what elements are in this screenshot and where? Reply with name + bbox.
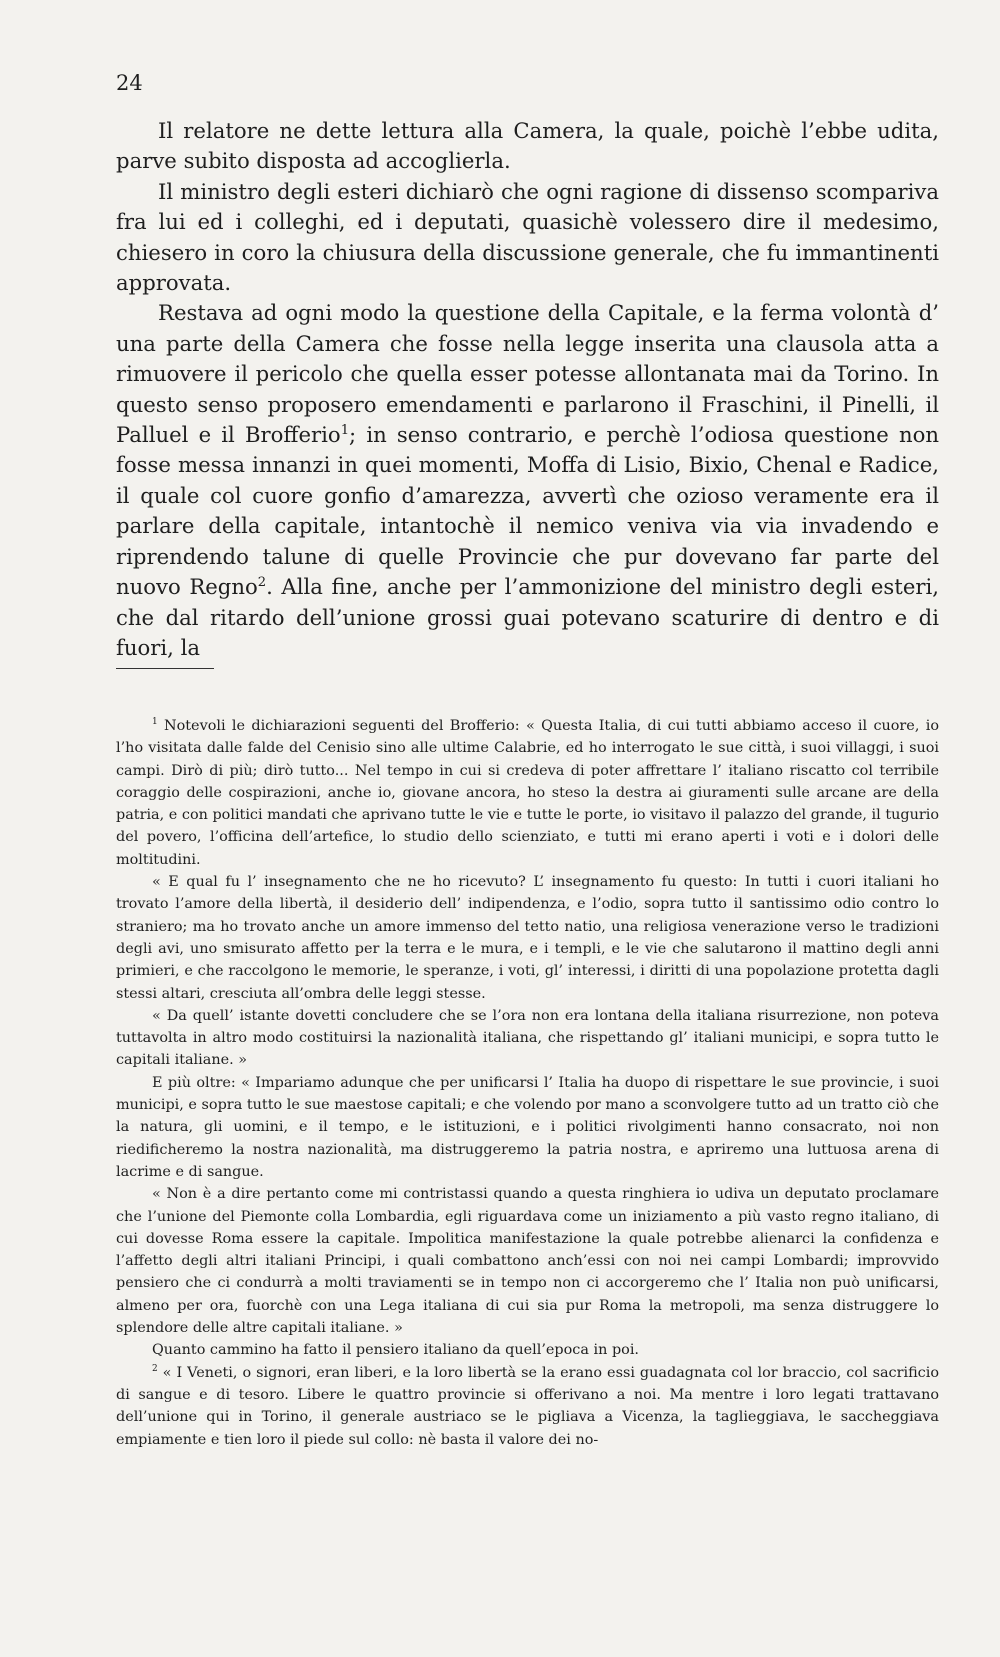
footnote-ref-2: 2 <box>257 575 267 591</box>
footnotes <box>116 715 939 1451</box>
footnote-1-marker: 1 <box>152 717 158 728</box>
footnote-2-para-1 <box>116 1362 939 1451</box>
footnote-1-para-2: « E qual fu l’ insegnamento che ne ho ricevuto? L’ insegnamento fu questo: In tutti i cuori italiani ho trovato l’amore della libertà, il desiderio dell’ indipendenza, e l’odio, sopra tutto il santissimo odio contro lo straniero; ma ho trovato anche un amore immenso del tetto natio, una religiosa venerazione verso le tradizioni degli avi, uno smisurato affetto per la terra e le mura, e i templi, e le vie che salutarono il mattino degli anni primieri, e che raccolgono le memorie, le speranze, i voti, gl’ interessi, i diritti di una popolazione protetta dagli stessi altari, cresciuta all’ombra delle leggi stesse. <box>116 874 939 1002</box>
footnote-1-para-4: E più oltre: « Impariamo adunque che per unificarsi l’ Italia ha duopo di rispettare le sue provincie, i suoi municipi, e sopra tutto le sue maestose capitali; e che volendo por mano a sconvolgere tutto ad un tratto ciò che la natura, gli uomini, e il tempo, e le istituzioni, e i politici rivolgimenti hanno consacrato, noi non riedificheremo la nostra nazionalità, ma distruggeremo la patria nostra, e apriremo una luttuosa arena di lacrime e di sangue. <box>116 1074 939 1180</box>
paragraph-2: Il ministro degli esteri dichiarò che ogni ragione di dissenso scompariva fra lui ed i colleghi, ed i deputati, quasichè volessero dire il medesimo, chiesero in coro la chiusura della discussione generale, che fu immantinenti approvata. <box>116 178 939 296</box>
footnote-1-para-3: « Da quell’ istante dovetti concludere che se l’ora non era lontana della italiana risurrezione, non poteva tuttavolta in altro modo costituirsi la nazionalità italiana, che rispettando gl’ italiani municipi, e sopra tutto le capitali italiane. » <box>116 1007 939 1069</box>
footnote-2-text: « I Veneti, o signori, eran liberi, e la loro libertà se la erano essi guadagnata col lor braccio, col sacrificio di sangue e di tesoro. Libere le quattro provincie si offerivano a noi. Ma mentre i loro legati trattavano dell’unione qui in Torino, il generale austriaco se le pigliava a Vicenza, la taglieggiava, le saccheggiava empiamente e tien loro il piede sul collo: nè basta il valore dei no- <box>116 1364 940 1448</box>
footnote-1-text: Notevoli le dichiarazioni seguenti del Brofferio: « Questa Italia, di cui tutti abbiamo acceso il cuore, io l’ho visitata dalle falde del Cenisio sino alle ultime Calabrie, ed ho interrogato le sue città, i suoi villaggi, i suoi campi. Dirò di più; dirò tutto... Nel tempo in cui si credeva di poter affrettare l’ italiano riscatto col terribile coraggio delle cospirazioni, anche io, giovane ancora, ho steso la destra ai giuramenti sulle arcane are della patria, e con politici mandati che aprivano tutte le vie e tutte le porte, io visitavo il palazzo del grande, il tugurio del povero, l’officina dell’artefice, lo studio dello scienziato, e tutti mi erano aperti i voti e i dolori delle moltitudini. <box>116 718 940 868</box>
paragraph-3-part-c: . Alla fine, anche per l’ammonizione del ministro degli esteri, che dal ritardo dell’unione grossi guai potevano scaturire di dentro e di fuori, la <box>116 574 939 660</box>
footnote-separator-rule <box>116 668 214 669</box>
paragraph-3 <box>116 298 939 663</box>
footnote-ref-1: 1 <box>340 423 350 438</box>
footnote-1-para-6: Quanto cammino ha fatto il pensiero italiano da quell’epoca in poi. <box>152 1342 640 1359</box>
paragraph-1: Il relatore ne dette lettura alla Camera, la quale, poichè l’ebbe udita, parve subito disposta ad accoglierla. <box>116 118 939 174</box>
page-number: 24 <box>116 71 143 95</box>
footnote-1-para-5: « Non è a dire pertanto come mi contristassi quando a questa ringhiera io udiva un deputato proclamare che l’unione del Piemonte colla Lombardia, egli riguardava come un iniziamento a più vasto regno italiano, di cui dovesse Roma essere la capitale. Impolitica manifestazione la quale potrebbe alienarci la confidenza e l’affetto degli altri italiani Principi, i quali combattono anch’essi con noi nei campi Lombardi; improvvido pensiero che ci condurrà a molti traviamenti se in tempo non ci accorgeremo che l’ Italia non può unificarsi, almeno per ora, fuorchè con una Lega italiana di cui sia pur Roma la metropoli, ma senza distruggere lo splendore delle altre capitali italiane. » <box>116 1186 939 1337</box>
paragraph-3-part-a: Restava ad ogni modo la questione della Capitale, e la ferma volontà d’ una parte della Camera che fosse nella legge inserita una clausola atta a rimuovere il pericolo che quella esser potesse allontanata mai da Torino. In questo senso proposero emendamenti e parlarono il Fraschini, il Pinelli, il Palluel e il Brofferio <box>116 300 939 448</box>
paragraph-3-part-b: ; in senso contrario, e perchè l’odiosa questione non fosse messa innanzi in quei momenti, Moffa di Lisio, Bixio, Chenal e Radice, il quale col cuore gonfio d’amarezza, avvertì che ozioso veramente era il parlare della capitale, intantochè il nemico veniva via via invadendo e riprendendo talune di quelle Provincie che pur dovevano far parte del nuovo Regno <box>116 422 939 600</box>
footnote-1-para-1 <box>116 715 939 871</box>
footnote-2-marker: 2 <box>152 1363 158 1374</box>
main-text <box>116 116 939 663</box>
